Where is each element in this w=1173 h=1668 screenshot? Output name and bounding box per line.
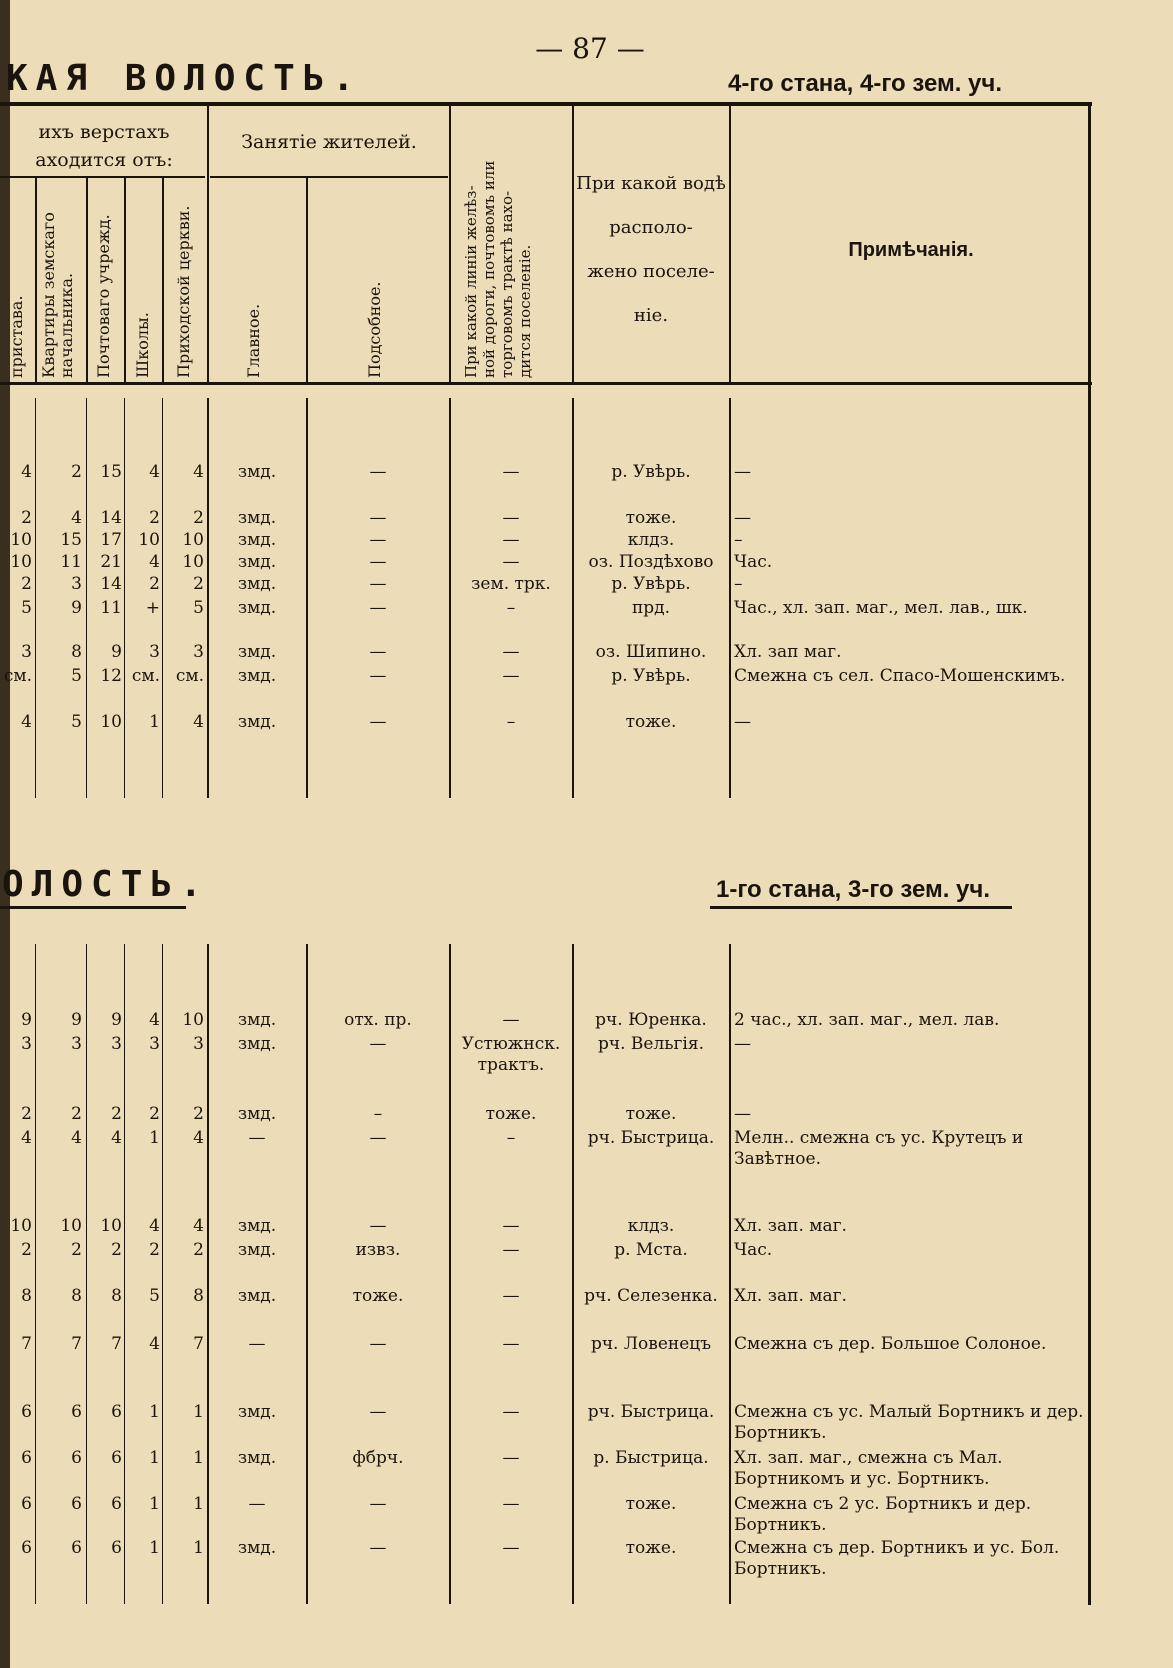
cell-c: 2 <box>111 1104 122 1124</box>
cell-a: 2 <box>21 1240 32 1260</box>
cell-b: 3 <box>71 574 82 594</box>
cell-water: р. Увѣрь. <box>611 666 691 686</box>
cell-main: — <box>248 1334 266 1354</box>
body-vline <box>729 944 731 1604</box>
cell-e: 8 <box>193 1286 204 1306</box>
cell-d: 4 <box>149 462 160 482</box>
cell-d: 1 <box>149 712 160 732</box>
cell-e: 2 <box>193 574 204 594</box>
cell-main: змд. <box>237 1104 277 1124</box>
body-vline <box>86 944 87 1604</box>
cell-d: 3 <box>149 642 160 662</box>
cell-notes: Хл. зап. маг. <box>734 1286 847 1306</box>
cell-notes: Час. <box>734 552 773 572</box>
cell-b: 5 <box>71 712 82 732</box>
cell-e: 2 <box>193 1104 204 1124</box>
cell-road: — <box>502 1216 520 1236</box>
cell-aux: — <box>369 462 387 482</box>
cell-water: рч. Юренка. <box>595 1010 707 1030</box>
cell-e: 10 <box>182 1010 204 1030</box>
cell-aux: — <box>369 552 387 572</box>
body-vline <box>729 398 731 798</box>
header-top-rule <box>0 102 1092 106</box>
cell-c: 8 <box>111 1286 122 1306</box>
col-header-notes: Примѣчанія. <box>848 239 974 261</box>
cell-main: змд. <box>237 598 277 618</box>
cell-d: 10 <box>138 530 160 550</box>
body-vline <box>124 398 125 798</box>
header-vline <box>86 176 88 382</box>
cell-water: оз. Поздѣхово <box>588 552 714 572</box>
cell-notes: – <box>734 574 743 594</box>
cell-aux: — <box>369 1034 387 1054</box>
cell-b: 15 <box>60 530 82 550</box>
cell-e: 5 <box>193 598 204 618</box>
cell-water: тоже. <box>625 508 677 528</box>
cell-water: тоже. <box>625 1538 677 1558</box>
cell-c: 6 <box>111 1402 122 1422</box>
cell-aux: — <box>369 508 387 528</box>
header-vline <box>162 176 164 382</box>
cell-e: 4 <box>193 1216 204 1236</box>
cell-notes: Смежна съ ус. Малый Бортникъ и дер. Бортникъ. <box>734 1402 1084 1443</box>
header-vline <box>449 105 451 382</box>
cell-d: + <box>145 598 160 618</box>
body-vline <box>35 398 36 798</box>
col-header-main: Главное. <box>244 303 263 378</box>
cell-notes: Час., хл. зап. маг., мел. лав., шк. <box>734 598 1028 618</box>
cell-road: — <box>502 1448 520 1468</box>
cell-road: — <box>502 1402 520 1422</box>
cell-road: — <box>502 462 520 482</box>
cell-c: 9 <box>111 642 122 662</box>
cell-b: 9 <box>71 598 82 618</box>
col-header-church: Приходской церкви. <box>174 205 193 378</box>
cell-b: 3 <box>71 1034 82 1054</box>
cell-aux: – <box>373 1104 383 1124</box>
col-header-zemsky: Квартиры земскаго начальника. <box>39 212 76 378</box>
distance-group-rule <box>0 176 205 178</box>
cell-e: 1 <box>193 1494 204 1514</box>
cell-e: 1 <box>193 1448 204 1468</box>
body-vline <box>449 398 451 798</box>
cell-aux: извз. <box>355 1240 401 1260</box>
cell-main: змд. <box>237 642 277 662</box>
cell-c: 6 <box>111 1538 122 1558</box>
cell-notes: — <box>734 462 751 482</box>
cell-a: 3 <box>21 642 32 662</box>
col-header-water: При какой водѣ располо- жено поселе- ніе. <box>576 173 726 326</box>
cell-e: 1 <box>193 1538 204 1558</box>
cell-notes: — <box>734 1034 751 1054</box>
section1-subtitle: 4-го стана, 4-го зем. уч. <box>728 70 1003 97</box>
cell-road: — <box>502 1334 520 1354</box>
cell-notes: — <box>734 712 751 732</box>
cell-water: рч. Быстрица. <box>587 1128 715 1148</box>
cell-road: зем. трк. <box>471 574 551 594</box>
cell-notes: – <box>734 530 743 550</box>
cell-d: 3 <box>149 1034 160 1054</box>
cell-notes: — <box>734 1104 751 1124</box>
cell-main: змд. <box>237 1240 277 1260</box>
header-vline <box>306 176 308 382</box>
cell-notes: Хл. зап. маг., смежна съ Мал. Бортникомъ и ус. Бортникъ. <box>734 1448 1003 1489</box>
cell-main: змд. <box>237 1538 277 1558</box>
cell-road: Устюжнск. трактъ. <box>461 1034 561 1075</box>
cell-e: 10 <box>182 552 204 572</box>
col-header-pristava: пристава. <box>7 295 26 378</box>
cell-e: 4 <box>193 462 204 482</box>
cell-road: — <box>502 1010 520 1030</box>
cell-water: р. Мста. <box>614 1240 688 1260</box>
cell-b: 8 <box>71 1286 82 1306</box>
cell-a: см. <box>3 666 32 686</box>
cell-aux: — <box>369 1216 387 1236</box>
section2-title-underline <box>0 906 186 909</box>
cell-c: 15 <box>100 462 122 482</box>
cell-d: 2 <box>149 574 160 594</box>
cell-b: 2 <box>71 462 82 482</box>
occupation-group-header: Занятіе жителей. <box>241 131 417 153</box>
body-vline <box>162 398 163 798</box>
cell-c: 14 <box>100 574 122 594</box>
cell-a: 4 <box>21 462 32 482</box>
cell-d: 2 <box>149 508 160 528</box>
distance-group-header: ихъ верстахъ аходится отъ: <box>35 121 173 171</box>
cell-d: 4 <box>149 1216 160 1236</box>
cell-aux: — <box>369 1402 387 1422</box>
cell-aux: — <box>369 598 387 618</box>
body-vline <box>162 944 163 1604</box>
cell-water: тоже. <box>625 712 677 732</box>
cell-main: змд. <box>237 574 277 594</box>
cell-road: — <box>502 1240 520 1260</box>
cell-c: 7 <box>111 1334 122 1354</box>
cell-main: змд. <box>237 712 277 732</box>
cell-aux: — <box>369 574 387 594</box>
cell-aux: отх. пр. <box>344 1010 412 1030</box>
cell-aux: фбрч. <box>352 1448 404 1468</box>
col-header-post: Почтоваго учрежд. <box>94 214 113 378</box>
cell-d: 1 <box>149 1538 160 1558</box>
cell-aux: — <box>369 1494 387 1514</box>
cell-d: 1 <box>149 1402 160 1422</box>
cell-a: 6 <box>21 1494 32 1514</box>
cell-water: тоже. <box>625 1494 677 1514</box>
table-right-border <box>1088 105 1091 1605</box>
cell-c: 17 <box>100 530 122 550</box>
cell-e: 2 <box>193 508 204 528</box>
cell-notes: Смежна съ дер. Большое Солоное. <box>734 1334 1047 1354</box>
cell-b: 2 <box>71 1104 82 1124</box>
cell-aux: — <box>369 642 387 662</box>
cell-main: змд. <box>237 1286 277 1306</box>
cell-road: — <box>502 666 520 686</box>
occupation-group-rule <box>210 176 448 178</box>
cell-road: — <box>502 508 520 528</box>
header-bottom-rule <box>0 382 1092 385</box>
cell-a: 3 <box>21 1034 32 1054</box>
cell-main: — <box>248 1128 266 1148</box>
header-vline <box>207 105 209 382</box>
cell-main: — <box>248 1494 266 1514</box>
cell-a: 6 <box>21 1448 32 1468</box>
cell-a: 10 <box>10 552 32 572</box>
cell-d: 4 <box>149 1010 160 1030</box>
cell-water: рч. Быстрица. <box>587 1402 715 1422</box>
cell-b: 7 <box>71 1334 82 1354</box>
cell-water: клдз. <box>627 1216 675 1236</box>
cell-road: – <box>506 1128 516 1148</box>
cell-water: р. Быстрица. <box>593 1448 709 1468</box>
cell-notes: Смежна съ сел. Спасо-Мошенскимъ. <box>734 666 1066 686</box>
cell-main: змд. <box>237 530 277 550</box>
cell-road: — <box>502 1494 520 1514</box>
body-vline <box>86 398 87 798</box>
cell-water: р. Увѣрь. <box>611 462 691 482</box>
cell-e: см. <box>175 666 204 686</box>
cell-e: 4 <box>193 712 204 732</box>
cell-water: оз. Шипино. <box>595 642 707 662</box>
cell-e: 1 <box>193 1402 204 1422</box>
cell-main: змд. <box>237 1216 277 1236</box>
cell-a: 4 <box>21 1128 32 1148</box>
cell-d: см. <box>131 666 160 686</box>
cell-main: змд. <box>237 1448 277 1468</box>
section2-subtitle-underline <box>710 906 1012 909</box>
cell-aux: — <box>369 530 387 550</box>
cell-water: р. Увѣрь. <box>611 574 691 594</box>
cell-d: 2 <box>149 1240 160 1260</box>
cell-b: 9 <box>71 1010 82 1030</box>
cell-b: 11 <box>60 552 82 572</box>
cell-c: 21 <box>100 552 122 572</box>
cell-e: 7 <box>193 1334 204 1354</box>
cell-c: 11 <box>100 598 122 618</box>
header-vline <box>572 105 574 382</box>
cell-c: 3 <box>111 1034 122 1054</box>
cell-b: 6 <box>71 1494 82 1514</box>
cell-e: 4 <box>193 1128 204 1148</box>
cell-aux: тоже. <box>352 1286 404 1306</box>
cell-b: 6 <box>71 1402 82 1422</box>
cell-main: змд. <box>237 1034 277 1054</box>
cell-main: змд. <box>237 462 277 482</box>
cell-road: — <box>502 552 520 572</box>
cell-e: 10 <box>182 530 204 550</box>
cell-notes: 2 час., хл. зап. маг., мел. лав. <box>734 1010 1000 1030</box>
cell-b: 5 <box>71 666 82 686</box>
cell-water: прд. <box>631 598 671 618</box>
cell-water: клдз. <box>627 530 675 550</box>
cell-road: — <box>502 1286 520 1306</box>
header-vline <box>729 105 731 382</box>
header-vline <box>35 176 37 382</box>
cell-a: 10 <box>10 530 32 550</box>
cell-d: 2 <box>149 1104 160 1124</box>
cell-a: 2 <box>21 508 32 528</box>
cell-d: 1 <box>149 1494 160 1514</box>
cell-notes: Хл. зап. маг. <box>734 1216 847 1236</box>
cell-c: 10 <box>100 712 122 732</box>
cell-road: — <box>502 1538 520 1558</box>
cell-d: 1 <box>149 1448 160 1468</box>
cell-d: 5 <box>149 1286 160 1306</box>
cell-e: 3 <box>193 642 204 662</box>
cell-b: 6 <box>71 1538 82 1558</box>
cell-water: рч. Селезенка. <box>584 1286 718 1306</box>
cell-b: 2 <box>71 1240 82 1260</box>
cell-c: 14 <box>100 508 122 528</box>
cell-notes: Час. <box>734 1240 773 1260</box>
col-header-school: Школы. <box>133 312 152 378</box>
cell-d: 1 <box>149 1128 160 1148</box>
section2-subtitle: 1-го стана, 3-го зем. уч. <box>716 876 991 903</box>
cell-a: 8 <box>21 1286 32 1306</box>
cell-notes: Смежна съ 2 ус. Бортникъ и дер. Бортникъ. <box>734 1494 1032 1535</box>
cell-c: 10 <box>100 1216 122 1236</box>
cell-road: — <box>502 530 520 550</box>
cell-aux: — <box>369 1128 387 1148</box>
cell-aux: — <box>369 1538 387 1558</box>
cell-c: 6 <box>111 1494 122 1514</box>
body-vline <box>124 944 125 1604</box>
section1-title: КАЯ ВОЛОСТЬ. <box>6 58 363 99</box>
cell-a: 9 <box>21 1010 32 1030</box>
cell-b: 4 <box>71 1128 82 1148</box>
section2-title: ОЛОСТЬ. <box>2 864 210 905</box>
cell-c: 12 <box>100 666 122 686</box>
cell-a: 2 <box>21 574 32 594</box>
cell-a: 10 <box>10 1216 32 1236</box>
cell-notes: Смежна съ дер. Бортникъ и ус. Бол. Бортникъ. <box>734 1538 1060 1579</box>
cell-e: 3 <box>193 1034 204 1054</box>
page-number: — 87 — <box>535 32 645 65</box>
cell-water: рч. Вельгія. <box>597 1034 704 1054</box>
cell-c: 4 <box>111 1128 122 1148</box>
cell-a: 6 <box>21 1402 32 1422</box>
cell-water: тоже. <box>625 1104 677 1124</box>
cell-main: змд. <box>237 666 277 686</box>
cell-c: 2 <box>111 1240 122 1260</box>
cell-notes: Хл. зап маг. <box>734 642 842 662</box>
body-vline <box>449 944 451 1604</box>
cell-a: 4 <box>21 712 32 732</box>
cell-e: 2 <box>193 1240 204 1260</box>
cell-b: 10 <box>60 1216 82 1236</box>
cell-main: змд. <box>237 552 277 572</box>
cell-road: — <box>502 642 520 662</box>
body-vline <box>207 398 209 798</box>
cell-c: 9 <box>111 1010 122 1030</box>
cell-d: 4 <box>149 552 160 572</box>
header-vline <box>124 176 126 382</box>
cell-a: 2 <box>21 1104 32 1124</box>
cell-aux: — <box>369 1334 387 1354</box>
cell-water: рч. Ловенецъ <box>590 1334 712 1354</box>
body-vline <box>35 944 36 1604</box>
cell-a: 5 <box>21 598 32 618</box>
cell-main: змд. <box>237 1010 277 1030</box>
cell-road: тоже. <box>485 1104 537 1124</box>
cell-notes: Мелн.. смежна съ ус. Крутецъ и Завѣтное. <box>734 1128 1024 1169</box>
col-header-road: При какой линіи желѣз- ной дороги, почтовомъ или торговомъ трактѣ нахо- дится поселеніе. <box>462 160 534 378</box>
cell-main: змд. <box>237 1402 277 1422</box>
cell-b: 4 <box>71 508 82 528</box>
cell-road: – <box>506 712 516 732</box>
cell-aux: — <box>369 712 387 732</box>
cell-main: змд. <box>237 508 277 528</box>
cell-c: 6 <box>111 1448 122 1468</box>
cell-b: 8 <box>71 642 82 662</box>
cell-a: 7 <box>21 1334 32 1354</box>
cell-aux: — <box>369 666 387 686</box>
cell-notes: — <box>734 508 751 528</box>
cell-d: 4 <box>149 1334 160 1354</box>
cell-b: 6 <box>71 1448 82 1468</box>
cell-a: 6 <box>21 1538 32 1558</box>
body-vline <box>207 944 209 1604</box>
col-header-aux: Подсобное. <box>365 281 384 378</box>
cell-road: – <box>506 598 516 618</box>
